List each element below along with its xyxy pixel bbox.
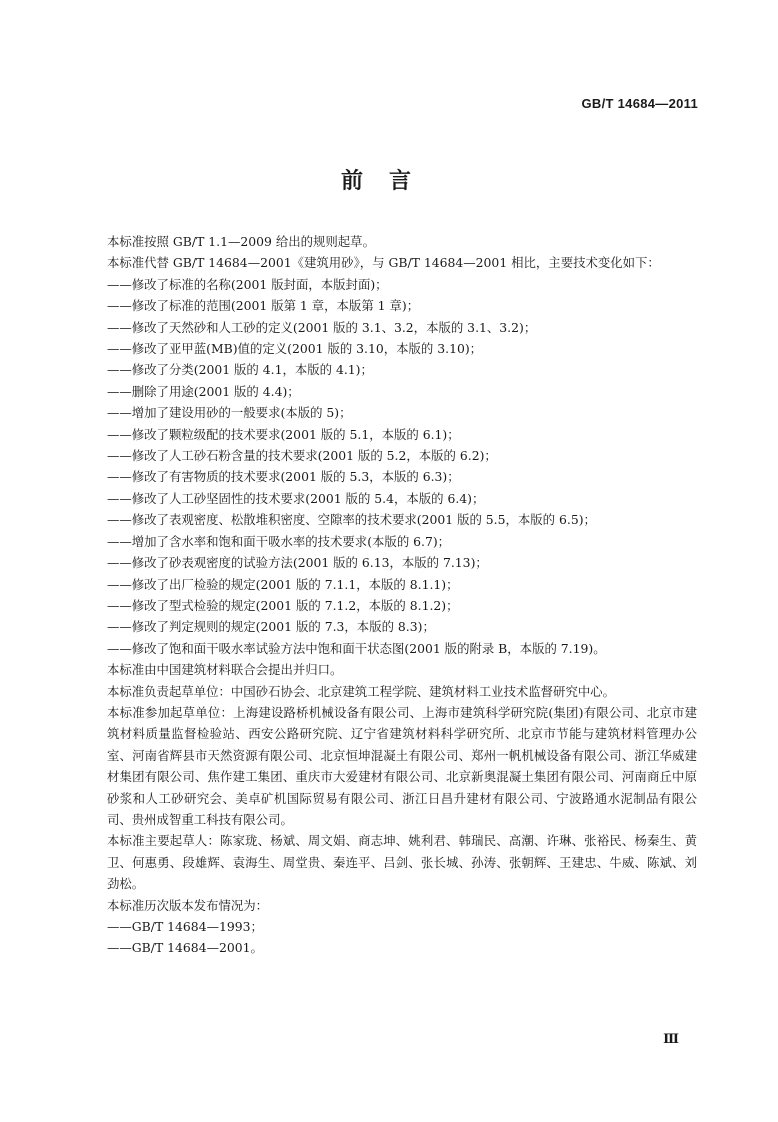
- standard-code-header: GB/T 14684—2011: [581, 96, 698, 111]
- history-item: ——GB/T 14684—2001。: [107, 940, 263, 956]
- list-item: ——修改了人工砂石粉含量的技术要求(2001 版的 5.2，本版的 6.2)；: [107, 448, 497, 464]
- list-item: ——修改了分类(2001 版的 4.1，本版的 4.1)；: [107, 362, 373, 378]
- page-number: Ⅲ: [663, 1032, 679, 1047]
- list-item: ——增加了建设用砂的一般要求(本版的 5)；: [107, 405, 352, 421]
- list-item: ——修改了砂表观密度的试验方法(2001 版的 6.13，本版的 7.13)；: [107, 555, 488, 571]
- list-item: ——修改了天然砂和人工砂的定义(2001 版的 3.1、3.2，本版的 3.1、3.2)；: [107, 319, 537, 335]
- list-item: ——修改了亚甲蓝(MB)值的定义(2001 版的 3.10，本版的 3.10)；: [107, 341, 483, 357]
- list-item: ——修改了型式检验的规定(2001 版的 7.1.2，本版的 8.1.2)；: [107, 597, 459, 613]
- list-item: ——修改了颗粒级配的技术要求(2001 版的 5.1，本版的 6.1)；: [107, 426, 460, 442]
- list-item: ——增加了含水率和饱和面干吸水率的技术要求(本版的 6.7)；: [107, 533, 451, 549]
- intro-line-2: 本标准代替 GB/T 14684—2001《建筑用砂》，与 GB/T 14684—2001 相比，主要技术变化如下：: [107, 255, 660, 271]
- page-title: 前言: [340, 169, 437, 194]
- proposed-statement: 本标准由中国建筑材料联合会提出并归口。: [107, 662, 343, 678]
- list-item: ——修改了标准的名称(2001 版封面，本版封面)；: [107, 276, 388, 292]
- list-item: ——修改了出厂检验的规定(2001 版的 7.1.1，本版的 8.1.1)；: [107, 576, 459, 592]
- participating-units: 本标准参加起草单位：上海建设路桥机械设备有限公司、上海市建筑科学研究院(集团)有限公司、北京市建筑材料质量监督检验站、西安公路研究院、辽宁省建筑材料科学研究所、北京市节能与建筑材料管理办公室、河南省辉县市天然资源有限公司、北京恒坤混凝土有限公司、郑州一帆机械设备有限公司、浙江华威建材集团有限公司、焦作建工集团、重庆市大爱建材有限公司、北京新奥混凝土集团有限公司、河南商丘中原砂浆和人工砂研究会、美卓矿机国际贸易有限公司、浙江日昌升建材有限公司、宁波路通水泥制品有限公司、贵州成智重工科技有限公司。: [107, 704, 697, 827]
- list-item: ——修改了标准的范围(2001 版第 1 章，本版第 1 章)；: [107, 298, 420, 314]
- list-item: ——删除了用途(2001 版的 4.4)；: [107, 383, 300, 399]
- history-item: ——GB/T 14684—1993；: [107, 919, 263, 934]
- list-item: ——修改了判定规则的规定(2001 版的 7.3，本版的 8.3)；: [107, 619, 435, 635]
- list-item: ——修改了表观密度、松散堆积密度、空隙率的技术要求(2001 版的 5.5，本版的 6.5)；: [107, 512, 596, 528]
- list-item: ——修改了有害物质的技术要求(2001 版的 5.3，本版的 6.3)；: [107, 469, 460, 485]
- intro-line-1: 本标准按照 GB/T 1.1—2009 给出的规则起草。: [107, 234, 375, 249]
- foreword-body: [107, 231, 697, 959]
- history-title: 本标准历次版本发布情况为：: [107, 897, 269, 913]
- changes-list: [107, 274, 697, 659]
- list-item: ——修改了饱和面干吸水率试验方法中饱和面干状态图(2001 版的附录 B，本版的 7.19)。: [107, 640, 606, 656]
- responsible-units: 本标准负责起草单位：中国砂石协会、北京建筑工程学院、建筑材料工业技术监督研究中心。: [107, 683, 616, 699]
- main-drafters: 本标准主要起草人：陈家珑、杨斌、周文娟、商志坤、姚利君、韩瑞民、高潮、许琳、张裕民、杨秦生、黄卫、何惠勇、段雄辉、袁海生、周堂贵、秦连平、吕剑、张长城、孙涛、张朝辉、王建忠、牛威、陈斌、刘劲松。: [107, 833, 697, 892]
- list-item: ——修改了人工砂坚固性的技术要求(2001 版的 5.4，本版的 6.4)；: [107, 490, 485, 506]
